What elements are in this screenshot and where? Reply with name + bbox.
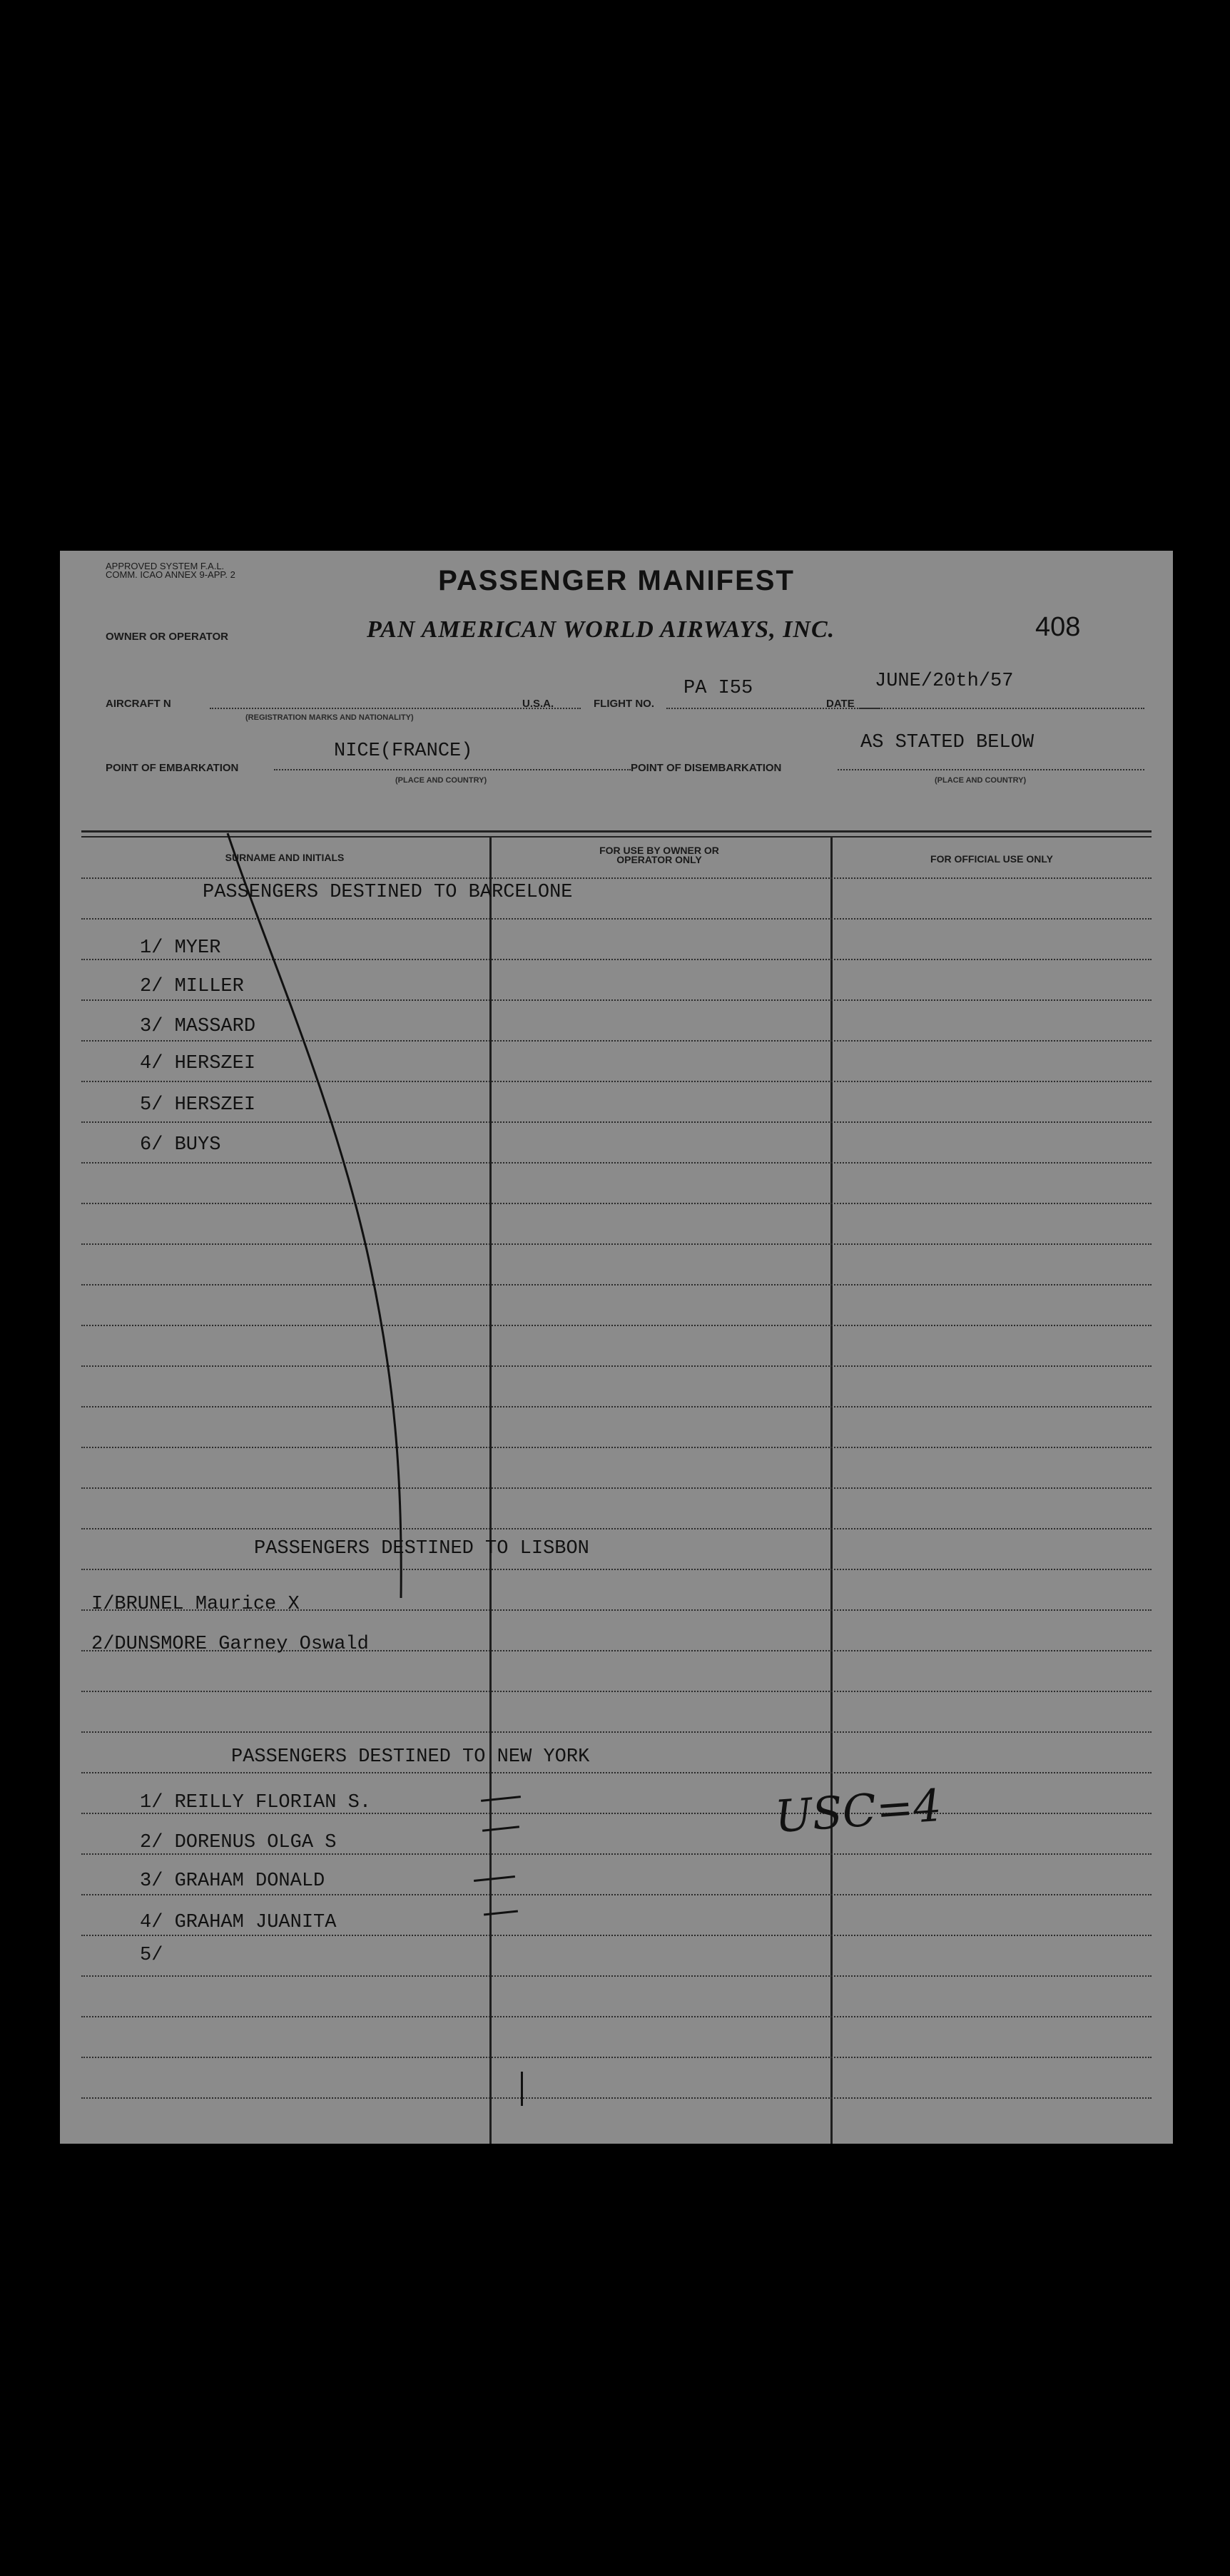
passenger-entry: 2/ MILLER [140, 976, 244, 997]
date-label: DATE [826, 698, 855, 710]
place-note-embarkation: (PLACE AND COUNTRY) [395, 776, 487, 785]
passenger-entry: 4/ HERSZEI [140, 1053, 256, 1074]
date-value: JUNE/20th/57 [875, 671, 1014, 692]
embarkation-label: POINT OF EMBARKATION [106, 762, 239, 774]
aircraft-label: AIRCRAFT N [106, 698, 171, 710]
flight-label: FLIGHT NO. [594, 698, 654, 710]
group-heading-barcelona: PASSENGERS DESTINED TO BARCELONE [203, 882, 573, 903]
form-title: PASSENGER MANIFEST [438, 565, 795, 596]
group-heading-lisbon: PASSENGERS DESTINED TO LISBON [254, 1538, 589, 1559]
flight-value: PA I55 [683, 678, 753, 699]
group-heading-new-york: PASSENGERS DESTINED TO NEW YORK [231, 1746, 590, 1768]
passenger-entry: 2/DUNSMORE Garney Oswald [91, 1634, 369, 1655]
registration-note: (REGISTRATION MARKS AND NATIONALITY) [245, 713, 414, 722]
manifest-form [60, 551, 1173, 2144]
column-header-surname: SURNAME AND INITIALS [225, 852, 345, 863]
document-number: 408 [1035, 612, 1081, 642]
approval-note: APPROVED SYSTEM F.A.L. COMM. ICAO ANNEX 9-APP. 2 [106, 561, 235, 580]
passenger-entry: 1/ REILLY FLORIAN S. [140, 1792, 372, 1813]
owner-value: PAN AMERICAN WORLD AIRWAYS, INC. [367, 616, 835, 643]
disembarkation-label: POINT OF DISEMBARKATION [631, 762, 782, 774]
passenger-entry: 3/ GRAHAM DONALD [140, 1870, 325, 1892]
owner-label: OWNER OR OPERATOR [106, 631, 228, 643]
column-header-official-use: FOR OFFICIAL USE ONLY [930, 853, 1053, 865]
place-note-disembarkation: (PLACE AND COUNTRY) [935, 776, 1027, 785]
passenger-entry: 5/ HERSZEI [140, 1094, 256, 1116]
passenger-entry: 3/ MASSARD [140, 1016, 256, 1037]
passenger-entry: 6/ BUYS [140, 1134, 221, 1156]
passenger-entry: I/BRUNEL Maurice X [91, 1594, 300, 1615]
embarkation-value: NICE(FRANCE) [334, 740, 473, 762]
column-header-owner-use: FOR USE BY OWNER OR OPERATOR ONLY [599, 845, 719, 865]
pen-stroke [60, 551, 1173, 2144]
passenger-entry: 5/ [140, 1945, 163, 1966]
passenger-entry: 2/ DORENUS OLGA S [140, 1832, 337, 1853]
passenger-entry: 4/ GRAHAM JUANITA [140, 1912, 337, 1933]
passenger-entry: 1/ MYER [140, 937, 221, 959]
usa-label: U.S.A. [522, 698, 554, 710]
disembarkation-value: AS STATED BELOW [860, 732, 1035, 753]
handwritten-annotation: USC=4 [773, 1778, 943, 1843]
